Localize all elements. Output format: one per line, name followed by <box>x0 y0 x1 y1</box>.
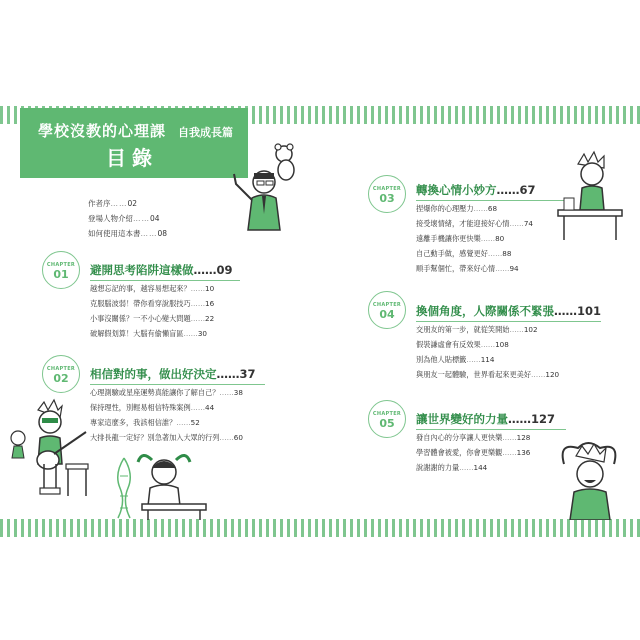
chapter-title-05[interactable]: 讓世界變好的力量……127 <box>416 412 556 426</box>
chapter-items-04 <box>416 322 559 382</box>
toc-item[interactable]: 破解假划算！大腦有偷懶盲區……30 <box>90 329 207 338</box>
toc-item[interactable]: 接受壞情緒，才能迎接好心情……74 <box>416 219 533 228</box>
toc-item[interactable]: 捏爆你的心理壓力……68 <box>416 204 498 213</box>
toc-item[interactable]: 說謝謝的力量……144 <box>416 463 488 472</box>
toc-item[interactable]: 交朋友的第一步，就從笑開始……102 <box>416 325 538 334</box>
toc-item[interactable]: 保持理性，別輕易相信特殊案例……44 <box>90 403 215 412</box>
guitar-student-illustration <box>4 398 94 498</box>
chapter-items-03 <box>416 201 533 276</box>
toc-item[interactable]: 自己動手做，感覺更好……88 <box>416 249 512 258</box>
intro-item-characters[interactable]: 登場人物介紹……04 <box>88 214 160 223</box>
intro-item-preface[interactable]: 作者序……02 <box>88 199 138 208</box>
chapter-badge-01: CHAPTER 01 <box>42 251 80 289</box>
toc-item[interactable]: 克服腦波弱！帶你看穿說服技巧……16 <box>90 299 215 308</box>
toc-item[interactable]: 遠離手機讓你更快樂……80 <box>416 234 505 243</box>
toc-item[interactable]: 學習體會被愛，你會更樂觀……136 <box>416 448 531 457</box>
toc-item[interactable]: 與朋友一起體驗，世界看起來更美好……120 <box>416 370 560 379</box>
toc-item[interactable]: 專家這麼多，我該相信誰？……52 <box>90 418 200 427</box>
chapter-title-03[interactable]: 轉換心情小妙方……67 <box>416 183 536 197</box>
chapter-title-02[interactable]: 相信對的事，做出好決定……37 <box>90 367 256 381</box>
chapter-badge-03: CHAPTER 03 <box>368 175 406 213</box>
intro-list <box>88 196 167 241</box>
chapter-items-02 <box>90 385 243 445</box>
chapter-items-01 <box>90 281 214 341</box>
toc-item[interactable]: 心理測驗或星座運勢真能讓你了解自己？……38 <box>90 388 243 397</box>
teacher-illustration <box>228 140 316 232</box>
chapter-items-05 <box>416 430 530 475</box>
book-title: 學校沒教的心理課 <box>38 122 167 140</box>
chapter-badge-02: CHAPTER 02 <box>42 355 80 393</box>
toc-item[interactable]: 大排長龍一定好？別急著加入大眾的行列……60 <box>90 433 243 442</box>
heart-pose-illustration <box>548 438 638 520</box>
toc-item[interactable]: 越想忘記的事，越容易想起來？……10 <box>90 284 215 293</box>
toc-item[interactable]: 發自內心的分享讓人更快樂……128 <box>416 433 531 442</box>
toc-item[interactable]: 順手幫個忙，帶來好心情……94 <box>416 264 519 273</box>
toc-item[interactable]: 假裝謙虛會有反效果……108 <box>416 340 509 349</box>
chapter-badge-04: CHAPTER 04 <box>368 291 406 329</box>
chapter-title-04[interactable]: 換個角度，人際關係不緊張……101 <box>416 304 602 318</box>
toc-heading: 目錄 <box>106 146 158 170</box>
student-desk-illustration <box>556 150 626 242</box>
book-subtitle: 自我成長篇 <box>178 126 233 139</box>
bottom-stripe-border <box>0 519 640 537</box>
toc-item[interactable]: 小事沒關係？一不小心變大問題……22 <box>90 314 215 323</box>
chapter-title-01[interactable]: 避開思考陷阱這樣做……09 <box>90 263 233 277</box>
dna-girl-illustration <box>112 448 212 520</box>
chapter-badge-05: CHAPTER 05 <box>368 400 406 438</box>
toc-item[interactable]: 別為他人貼標籤……114 <box>416 355 495 364</box>
intro-item-howto[interactable]: 如何使用這本書……08 <box>88 229 168 238</box>
